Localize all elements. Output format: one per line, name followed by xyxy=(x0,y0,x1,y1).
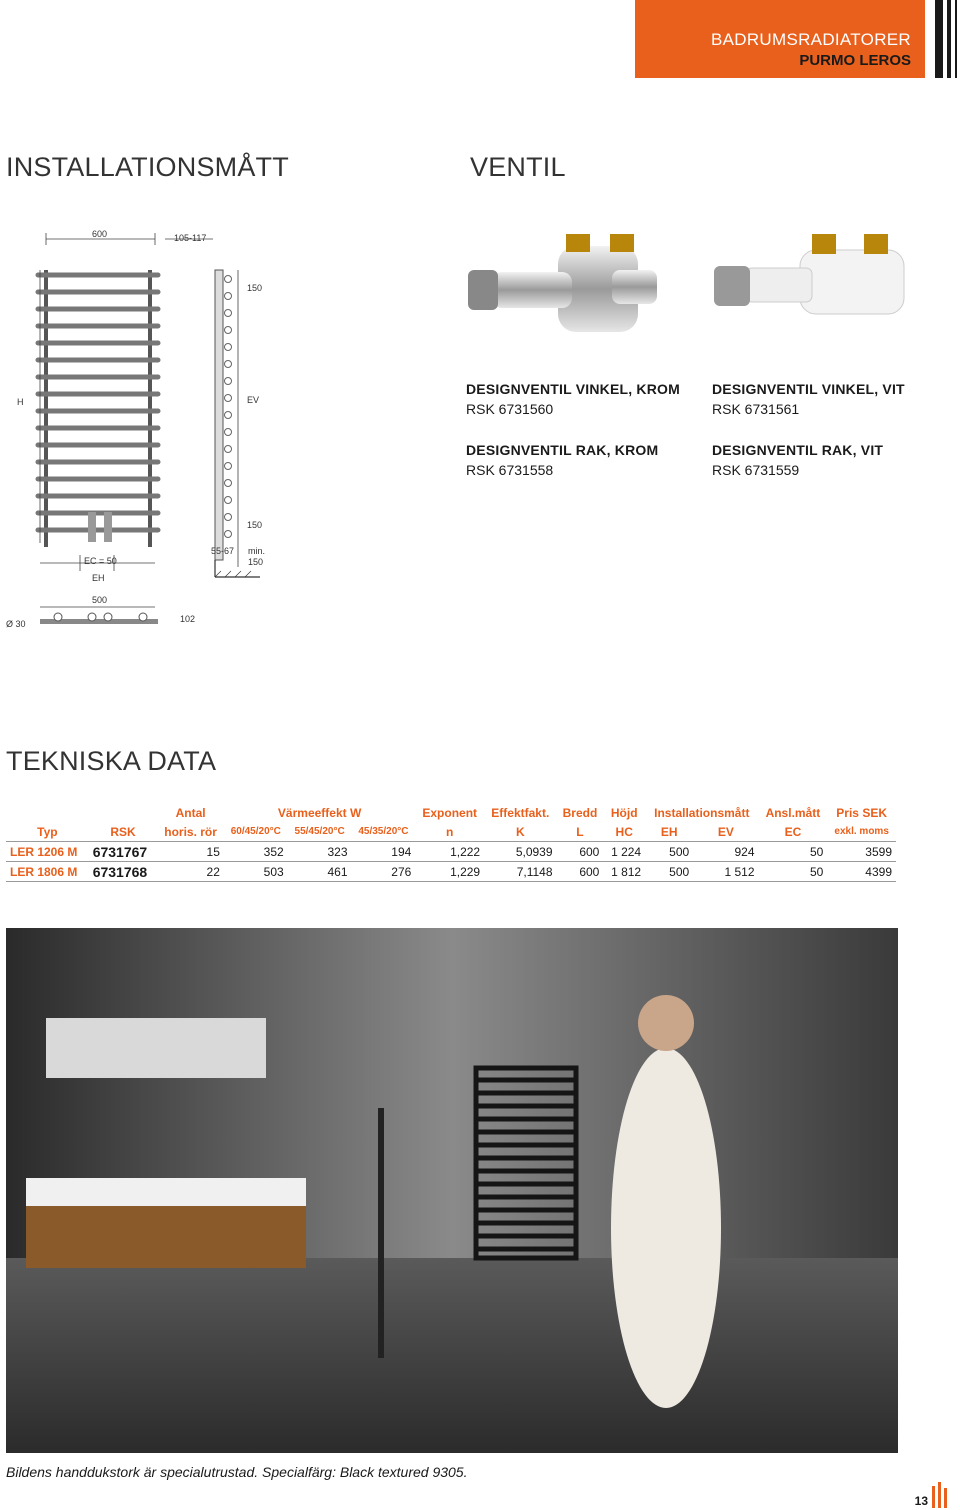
bar-profile-circle xyxy=(225,344,232,351)
th-horis: horis. rör xyxy=(164,824,217,839)
cell-eh: 500 xyxy=(645,842,693,862)
cell-w2: 323 xyxy=(288,842,352,862)
th-hc: HC xyxy=(615,824,633,839)
cell-n: 1,222 xyxy=(415,842,484,862)
bar-profile-circle xyxy=(225,293,232,300)
bar-profile-circle xyxy=(225,514,232,521)
tech-data-table xyxy=(6,803,896,882)
cell-typ: LER 1806 M xyxy=(6,862,89,882)
bar-profile-circle xyxy=(225,395,232,402)
header-product: PURMO LEROS xyxy=(799,52,911,69)
dim-width: 600 xyxy=(92,229,108,239)
page-number: 13 xyxy=(914,1494,928,1508)
th-t2: 55/45/20°C xyxy=(294,826,345,837)
cell-w3: 194 xyxy=(352,842,416,862)
cell-ev: 924 xyxy=(693,842,758,862)
valve-rsk: RSK 6731558 xyxy=(466,462,554,478)
valve-name: DESIGNVENTIL VINKEL, KROM xyxy=(466,381,680,397)
bar-profile-circle xyxy=(225,276,232,283)
th-moms: exkl. moms xyxy=(834,826,889,837)
th-eh: EH xyxy=(660,824,678,839)
cell-w1: 352 xyxy=(224,842,288,862)
corner-stripes-decoration xyxy=(933,0,960,78)
dim-bottom: 150 xyxy=(247,520,263,530)
cell-ror: 15 xyxy=(157,842,224,862)
cell-ror: 22 xyxy=(157,862,224,882)
cell-l: 600 xyxy=(557,862,604,882)
dim-diameter: Ø 30 xyxy=(6,619,26,629)
cell-pris: 3599 xyxy=(827,842,896,862)
cell-pris: 4399 xyxy=(827,862,896,882)
th-rsk: RSK xyxy=(110,824,136,839)
th-typ: Typ xyxy=(37,824,58,839)
brand-mark-icon xyxy=(930,1482,952,1508)
valve-name: DESIGNVENTIL VINKEL, VIT xyxy=(712,381,905,397)
cell-w3: 276 xyxy=(352,862,416,882)
cell-k: 5,0939 xyxy=(484,842,556,862)
cell-k: 7,1148 xyxy=(484,862,556,882)
bar-profile-circle xyxy=(225,531,232,538)
dim-plan-width: 500 xyxy=(92,595,108,605)
bar-profile-circle xyxy=(225,412,232,419)
dim-h: H xyxy=(17,397,24,407)
cell-w1: 503 xyxy=(224,862,288,882)
bar-profile-circle xyxy=(225,361,232,368)
bar-profile-circle xyxy=(225,310,232,317)
install-title: INSTALLATIONSMÅTT xyxy=(6,152,289,182)
tech-title: TEKNISKA DATA xyxy=(6,746,217,776)
dim-ev: EV xyxy=(247,395,260,405)
th-ec: EC xyxy=(784,824,802,839)
cell-ec: 50 xyxy=(759,842,828,862)
table-row xyxy=(6,862,896,882)
dim-min-val: 150 xyxy=(248,557,264,567)
bar-profile-circle xyxy=(225,429,232,436)
cell-rsk: 6731768 xyxy=(89,862,158,882)
th-bredd: Bredd xyxy=(562,805,598,820)
cell-rsk: 6731767 xyxy=(89,842,158,862)
th-n: n xyxy=(446,824,454,839)
th-install: Installationsmått xyxy=(654,805,750,820)
table-header-row-2 xyxy=(6,822,896,842)
dim-offset: 105-117 xyxy=(174,233,207,243)
header-banner xyxy=(635,0,925,78)
valve-name: DESIGNVENTIL RAK, VIT xyxy=(712,442,884,458)
cell-ec: 50 xyxy=(759,862,828,882)
th-k: K xyxy=(515,824,525,839)
dim-min-label: min. xyxy=(248,546,266,556)
valve-rsk: RSK 6731560 xyxy=(466,401,554,417)
valve-title: VENTIL xyxy=(470,152,566,182)
valve-label-2 xyxy=(712,379,905,419)
th-effektfakt: Effektfakt. xyxy=(491,805,550,820)
valve-label-1 xyxy=(466,379,680,419)
cell-n: 1,229 xyxy=(415,862,484,882)
cell-w2: 461 xyxy=(288,862,352,882)
th-effect: Värmeeffekt W xyxy=(277,805,362,820)
th-pris: Pris SEK xyxy=(836,805,887,820)
bar-profile-circle xyxy=(225,378,232,385)
cell-typ: LER 1206 M xyxy=(6,842,89,862)
bar-profile-circle xyxy=(225,497,232,504)
cell-l: 600 xyxy=(557,842,604,862)
dim-ec: EC = 50 xyxy=(84,556,117,566)
table-header-row-1 xyxy=(6,803,896,822)
photo-caption: Bildens handdukstork är specialutrustad. Specialfärg: Black textured 9305. xyxy=(6,1464,468,1480)
valve-rsk: RSK 6731561 xyxy=(712,401,800,417)
valve-rsk: RSK 6731559 xyxy=(712,462,800,478)
valve-label-4 xyxy=(712,440,883,480)
table-row xyxy=(6,842,896,862)
valve-chrome-image xyxy=(462,228,662,338)
valve-white-image xyxy=(708,228,908,338)
bathroom-photo xyxy=(6,928,898,1453)
th-antal: Antal xyxy=(175,805,206,820)
bar-profile-circle xyxy=(225,327,232,334)
bar-profile-circle xyxy=(225,480,232,487)
cell-hc: 1 812 xyxy=(603,862,645,882)
dim-eh: EH xyxy=(92,573,105,583)
dim-conn: 55-67 xyxy=(211,546,235,556)
installation-diagram xyxy=(0,225,300,635)
th-ansl: Ansl.mått xyxy=(765,805,821,820)
valve-name: DESIGNVENTIL RAK, KROM xyxy=(466,442,659,458)
th-l: L xyxy=(576,824,584,839)
header-category: BADRUMSRADIATORER xyxy=(711,30,911,49)
cell-ev: 1 512 xyxy=(693,862,758,882)
cell-eh: 500 xyxy=(645,862,693,882)
cell-hc: 1 224 xyxy=(603,842,645,862)
th-hojd: Höjd xyxy=(610,805,638,820)
bar-profile-circle xyxy=(225,463,232,470)
th-exponent: Exponent xyxy=(422,805,478,820)
valve-label-3 xyxy=(466,440,658,480)
th-t3: 45/35/20°C xyxy=(358,826,409,837)
bar-profile-circle xyxy=(225,446,232,453)
dim-top: 150 xyxy=(247,283,263,293)
th-t1: 60/45/20°C xyxy=(230,826,281,837)
th-ev: EV xyxy=(717,824,734,839)
dim-depth: 102 xyxy=(180,614,196,624)
